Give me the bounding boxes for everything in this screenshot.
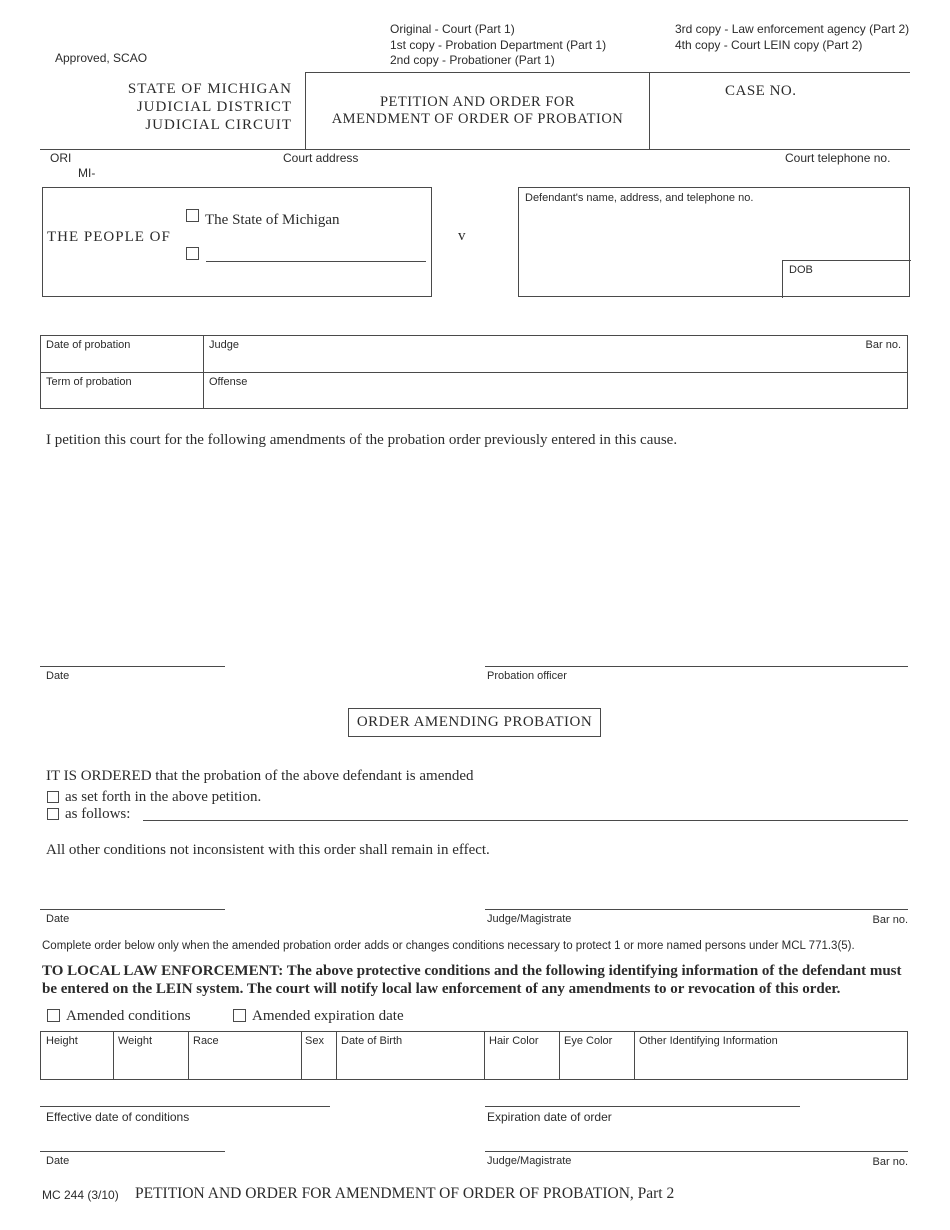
lein-note: Complete order below only when the amended probation order adds or changes conditions necessary to protect 1 or more named persons under MCL 771.3(5). [42, 940, 855, 952]
bar-no-label: Bar no. [865, 339, 901, 351]
term-of-probation-label: Term of probation [46, 376, 132, 388]
sex-header: Sex [305, 1035, 324, 1047]
other-plaintiff-line[interactable] [206, 248, 426, 262]
as-follows-label: as follows: [65, 806, 131, 822]
divider [336, 1032, 337, 1079]
final-date-line[interactable] [40, 1151, 225, 1152]
petition-date-line[interactable] [40, 666, 225, 667]
defendant-label: Defendant's name, address, and telephone no. [525, 192, 754, 204]
form-title-line1: PETITION AND ORDER FOR [379, 94, 576, 110]
court-phone-label: Court telephone no. [785, 151, 891, 165]
defendant-box[interactable] [518, 187, 910, 297]
amended-conditions-label: Amended conditions [66, 1008, 191, 1024]
remain-statement: All other conditions not inconsistent with this order shall remain in effect. [46, 842, 490, 858]
divider [559, 1032, 560, 1079]
judge-label: Judge [209, 339, 239, 351]
divider [188, 1032, 189, 1079]
ori-value[interactable]: MI- [78, 166, 96, 180]
amended-expiration-date-label: Amended expiration date [252, 1008, 404, 1024]
offense-label: Offense [209, 376, 248, 388]
copy-distribution-center [390, 22, 606, 69]
checkbox-other-plaintiff[interactable] [186, 247, 199, 260]
dob-label: DOB [789, 264, 813, 276]
effective-date-line[interactable] [40, 1106, 330, 1107]
probation-officer-signature-line[interactable] [485, 666, 908, 667]
expiration-date-line[interactable] [485, 1106, 800, 1107]
judge-magistrate-label: Judge/Magistrate [487, 913, 572, 925]
date-of-birth-header: Date of Birth [341, 1035, 403, 1047]
approved-scao-label: Approved, SCAO [55, 51, 148, 65]
form-number: MC 244 (3/10) [42, 1188, 119, 1202]
copy-line: 2nd copy - Probationer (Part 1) [390, 53, 555, 67]
judge-signature-line[interactable] [485, 909, 908, 910]
divider [634, 1032, 635, 1079]
final-judge-magistrate-label: Judge/Magistrate [487, 1155, 572, 1167]
copy-line: 4th copy - Court LEIN copy (Part 2) [675, 37, 863, 52]
court-name-block [40, 80, 292, 134]
checkbox-state-of-michigan[interactable] [186, 209, 199, 222]
effective-date-label: Effective date of conditions [46, 1110, 190, 1124]
plaintiff-box [42, 187, 432, 297]
order-date-line[interactable] [40, 909, 225, 910]
state-of-michigan-label: STATE OF MICHIGAN [127, 81, 292, 97]
divider [301, 1032, 302, 1079]
divider [40, 149, 306, 150]
divider [113, 1032, 114, 1079]
as-follows-line[interactable] [143, 806, 908, 821]
divider [41, 372, 907, 373]
ori-label: ORI [50, 151, 72, 165]
final-date-label: Date [46, 1155, 70, 1167]
order-date-label: Date [46, 913, 70, 925]
identifying-info-table[interactable] [40, 1031, 908, 1080]
people-of-label: THE PEOPLE OF [47, 229, 171, 245]
other-identifying-info-header: Other Identifying Information [639, 1035, 778, 1047]
checkbox-as-set-forth[interactable] [47, 791, 59, 803]
versus-label: v [458, 228, 466, 244]
petition-date-label: Date [46, 670, 70, 682]
court-address-label: Court address [283, 151, 359, 165]
petition-statement: I petition this court for the following amendments of the probation order previously entered in this cause. [46, 432, 678, 448]
copy-line: 1st copy - Probation Department (Part 1) [390, 37, 607, 52]
footer-form-title: PETITION AND ORDER FOR AMENDMENT OF ORDER OF PROBATION, Part 2 [135, 1185, 675, 1202]
probation-details-table [40, 335, 908, 409]
checkbox-amended-expiration-date[interactable] [233, 1009, 246, 1022]
form-title-line2: AMENDMENT OF ORDER OF PROBATION [331, 111, 624, 127]
checkbox-as-follows[interactable] [47, 808, 59, 820]
divider [484, 1032, 485, 1079]
weight-header: Weight [118, 1035, 153, 1047]
expiration-date-label: Expiration date of order [487, 1110, 612, 1124]
lein-notice: TO LOCAL LAW ENFORCEMENT: The above protective conditions and the following identifying information of the defendant must be entered on the LEIN system. The court will notify local law enforcement of any amendments to or revocation of this order. [42, 963, 902, 997]
order-bar-no-label: Bar no. [872, 914, 908, 926]
copy-distribution-right [675, 22, 909, 53]
race-header: Race [193, 1035, 219, 1047]
date-of-probation-label: Date of probation [46, 339, 131, 351]
eye-color-header: Eye Color [564, 1035, 613, 1047]
as-set-forth-label: as set forth in the above petition. [65, 789, 262, 805]
checkbox-amended-conditions[interactable] [47, 1009, 60, 1022]
height-header: Height [46, 1035, 78, 1047]
final-bar-no-label: Bar no. [872, 1156, 908, 1168]
petition-amendments-area[interactable] [46, 460, 906, 655]
copy-line: Original - Court (Part 1) [390, 22, 515, 36]
final-judge-signature-line[interactable] [485, 1151, 908, 1152]
probation-officer-label: Probation officer [487, 670, 567, 682]
divider [203, 336, 204, 408]
judicial-district-label: JUDICIAL DISTRICT [136, 99, 292, 115]
state-of-michigan-option-label: The State of Michigan [205, 212, 340, 228]
ordered-statement: IT IS ORDERED that the probation of the above defendant is amended [46, 768, 474, 784]
hair-color-header: Hair Color [489, 1035, 539, 1047]
judicial-circuit-label: JUDICIAL CIRCUIT [145, 117, 292, 133]
order-section-title: ORDER AMENDING PROBATION [348, 708, 601, 737]
dob-box[interactable] [782, 260, 911, 298]
case-no-label: CASE NO. [725, 83, 797, 99]
form-title-box [305, 72, 650, 150]
case-no-box [649, 72, 910, 150]
case-no-field[interactable] [659, 107, 900, 137]
copy-line: 3rd copy - Law enforcement agency (Part 2) [675, 22, 910, 36]
